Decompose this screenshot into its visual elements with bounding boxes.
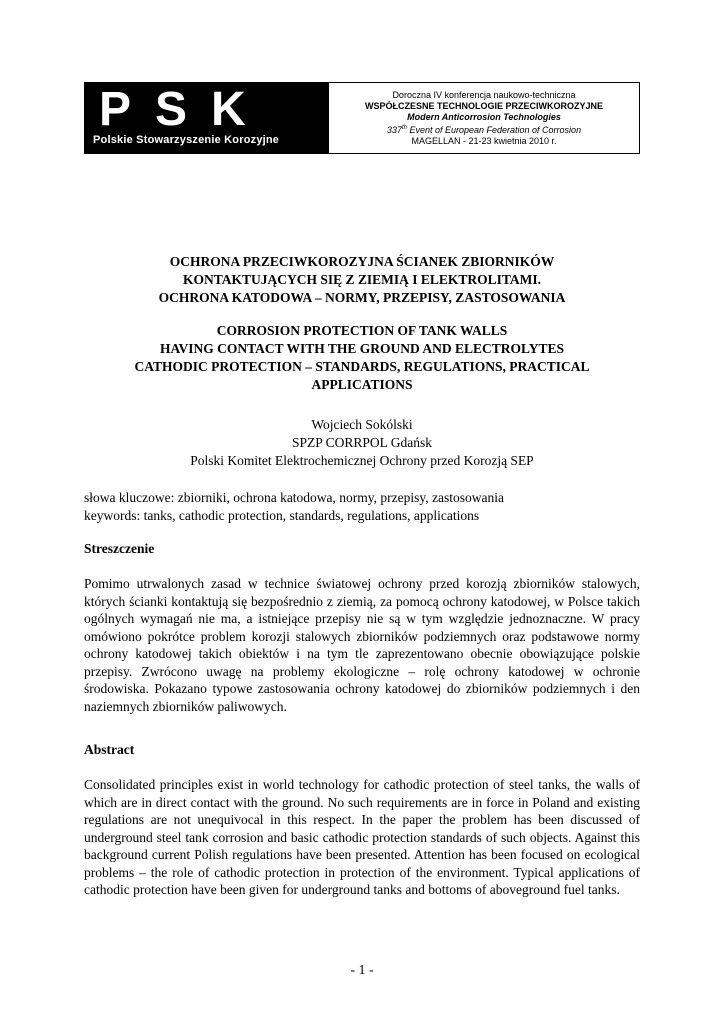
conference-header (84, 82, 640, 154)
page-number: - 1 - (350, 963, 374, 978)
title-pl-line2: KONTAKTUJĄCYCH SIĘ Z ZIEMIĄ I ELEKTROLITAMI. (182, 272, 542, 287)
event-suffix: th (401, 125, 407, 131)
abstract-heading: Abstract (84, 742, 135, 757)
conference-line3: Modern Anticorrosion Technologies (407, 112, 561, 122)
keywords-en: keywords: tanks, cathodic protection, standards, regulations, applications (84, 507, 480, 523)
title-pl-line1: OCHRONA PRZECIWKOROZYJNA ŚCIANEK ZBIORNIKÓW (169, 254, 555, 269)
streszczenie-text: Pomimo utrwalonych zasad w technice światowej ochrony przed korozją zbiorników stalowych, których ścianki kontaktują się bezpośrednio z ziemią, za pomocą ochrony katodowej, w Polsce takich ogólnych wymagań nie ma, a istniejące przepisy nie są w tym względzie jednoznaczne. W pracy omówiono pokrótce problem korozji stalowych zbiorników podziemnych oraz podstawowe normy ochrony katodowej takich obiektów i na tym tle zaprezentowano obecnie obowiązujące polskie przepisy. Zwrócono uwagę na problemy ekologiczne – rolę ochrony katodowej w ochronie środowiska. Pokazano typowe zastosowania ochrony katodowej do zbiorników podziemnych i den naziemnych zbiorników paliwowych. (84, 576, 640, 714)
author-org2: Polski Komitet Elektrochemicznej Ochrony przed Korozją SEP (190, 453, 534, 468)
title-pl-line3: OCHRONA KATODOWA – NORMY, PRZEPISY, ZASTOSOWANIA (158, 290, 566, 305)
title-polish (84, 253, 640, 307)
conference-info (329, 83, 639, 153)
conference-line2: WSPÓŁCZESNE TECHNOLOGIE PRZECIWKOROZYJNE (364, 101, 603, 111)
title-en-line1: CORROSION PROTECTION OF TANK WALLS (216, 323, 508, 338)
title-english (84, 322, 640, 394)
conference-line5: MAGELLAN - 21-23 kwietnia 2010 r. (411, 136, 557, 146)
author-name: Wojciech Sokólski (311, 417, 413, 432)
abstract-text: Consolidated principles exist in world technology for cathodic protection of steel tanks, the walls of which are in direct contact with the ground. No such requirements are in force in Poland and existing regulations are not unequivocal in this respect. In the paper the problem has been discussed of underground steel tank corrosion and basic cathodic protection standards of such objects. Against this background current Polish regulations have been presented. Attention has been focused on ecological problems – the role of cathodic protection in protection of the environment. Typical applications of cathodic protection have been given for underground tanks and bottoms of aboveground fuel tanks. (84, 777, 640, 897)
logo-subtitle: Polskie Stowarzyszenie Korozyjne (93, 134, 280, 146)
event-text: Event of European Federation of Corrosion (406, 125, 582, 135)
conference-line1: Doroczna IV konferencja naukowo-techniczna (392, 90, 576, 100)
psk-logo (85, 83, 329, 153)
logo-letters: PSK (99, 83, 270, 136)
title-en-line4: APPLICATIONS (311, 377, 413, 392)
author-block (84, 416, 640, 470)
event-number: 337 (386, 125, 402, 135)
keywords-pl: słowa kluczowe: zbiorniki, ochrona katodowa, normy, przepisy, zastosowania (84, 490, 505, 505)
streszczenie-heading: Streszczenie (84, 541, 155, 556)
title-en-line2: HAVING CONTACT WITH THE GROUND AND ELECTROLYTES (159, 341, 565, 356)
title-en-line3: CATHODIC PROTECTION – STANDARDS, REGULATIONS, PRACTICAL (134, 359, 590, 374)
keywords (84, 489, 640, 524)
author-org1: SPZP CORRPOL Gdańsk (291, 435, 433, 450)
conference-line4 (329, 123, 639, 136)
